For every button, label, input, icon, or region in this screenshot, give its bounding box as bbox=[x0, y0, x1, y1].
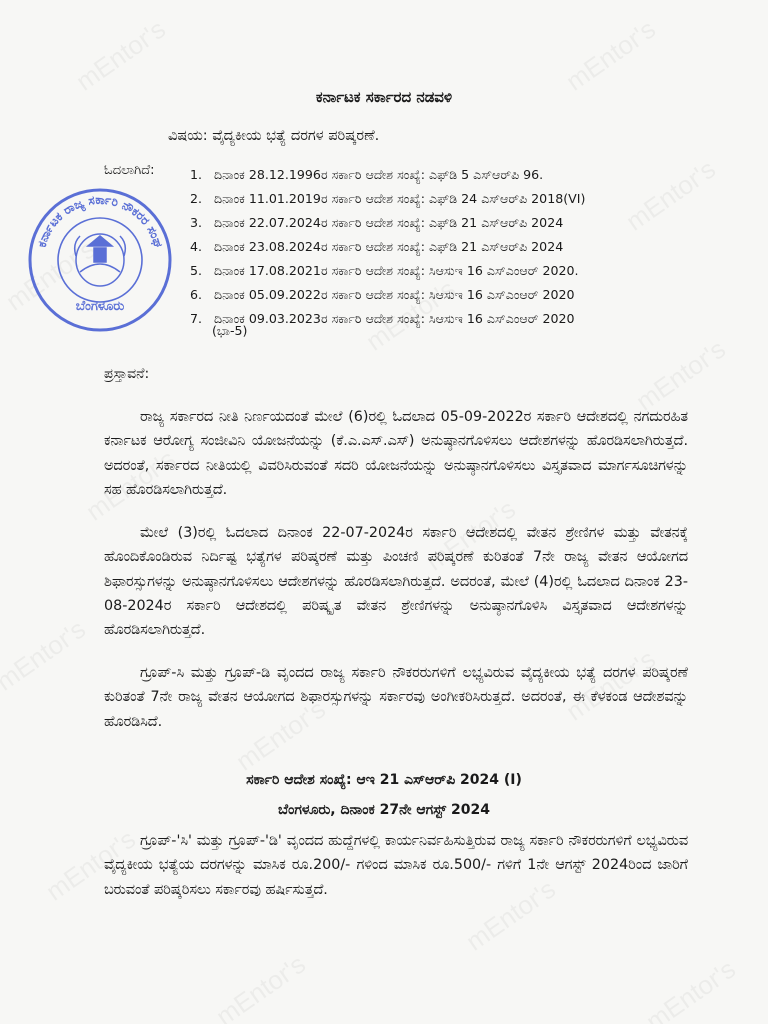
order-paragraph: ಗ್ರೂಪ್-'ಸಿ' ಮತ್ತು ಗ್ರೂಪ್-'ಡಿ' ವೃಂದದ ಹುದ್ದೆಗಳಲ್ಲಿ ಕಾರ್ಯನಿರ್ವಹಿಸುತ್ತಿರುವ ರಾಜ್ಯ ಸರ್ಕಾರಿ ನೌಕರರುಗಳಿಗೆ ಲಭ್ಯವಿರುವ ವೈದ್ಯಕೀಯ ಭತ್ಯೆಯ ದರಗಳನ್ನು ಮಾಸಿಕ ರೂ.200/- ಗಳಿಂದ ಮಾಸಿಕ ರೂ.500/- ಗಳಿಗೆ 1ನೇ ಆಗಸ್ಟ್ 2024ರಿಂದ ಜಾರಿಗೆ ಬರುವಂತೆ ಪರಿಷ್ಕರಿಸಲು ಸರ್ಕಾರವು ಹರ್ಷಿಸುತ್ತದೆ. bbox=[104, 833, 688, 898]
preamble-paragraph: ಗ್ರೂಪ್-ಸಿ ಮತ್ತು ಗ್ರೂಪ್-ಡಿ ವೃಂದದ ರಾಜ್ಯ ಸರ್ಕಾರಿ ನೌಕರರುಗಳಿಗೆ ಲಭ್ಯವಿರುವ ವೈದ್ಯಕೀಯ ಭತ್ಯೆ ದರಗಳ ಪರಿಷ್ಕರಣೆ ಕುರಿತಂತೆ 7ನೇ ರಾಜ್ಯ ವೇತನ ಆಯೋಗದ ಶಿಫಾರಸ್ಸುಗಳನ್ನು ಸರ್ಕಾರವು ಅಂಗೀಕರಿಸಿರುತ್ತದೆ. ಅದರಂತೆ, ಈ ಕೆಳಕಂಡ ಆದೇಶವನ್ನು ಹೊರಡಿಸಿದೆ. bbox=[104, 665, 688, 730]
preamble-paragraph: ಮೇಲೆ (3)ರಲ್ಲಿ ಓದಲಾದ ದಿನಾಂಕ 22-07-2024ರ ಸರ್ಕಾರಿ ಆದೇಶದಲ್ಲಿ ವೇತನ ಶ್ರೇಣಿಗಳ ಮತ್ತು ವೇತನಕ್ಕೆ ಹೊಂದಿಕೊಂಡಿರುವ ನಿರ್ದಿಷ್ಟ ಭತ್ಯೆಗಳ ಪರಿಷ್ಕರಣೆ ಮತ್ತು ಪಿಂಚಣಿ ಪರಿಷ್ಕರಣೆ ಕುರಿತಂತೆ 7ನೇ ರಾಜ್ಯ ವೇತನ ಆಯೋಗದ ಶಿಫಾರಸ್ಸುಗಳನ್ನು ಅನುಷ್ಠಾನಗೊಳಿಸಲು ಆದೇಶಗಳನ್ನು ಹೊರಡಿಸಲಾಗಿರುತ್ತದೆ. ಅದರಂತೆ, ಮೇಲೆ (4)ರಲ್ಲಿ ಓದಲಾದ ದಿನಾಂಕ 23-08-2024ರ ಸರ್ಕಾರಿ ಆದೇಶದಲ್ಲಿ ಪರಿಷ್ಕೃತ ವೇತನ ಶ್ರೇಣಿಗಳನ್ನು ಅನುಷ್ಠಾನಗೊಳಿಸಿ ವಿಸ್ತೃತವಾದ ಆದೇಶಗಳನ್ನು ಹೊರಡಿಸಲಾಗಿರುತ್ತದೆ. bbox=[104, 525, 688, 639]
reference-text: ದಿನಾಂಕ 05.09.2022ರ ಸರ್ಕಾರಿ ಆದೇಶ ಸಂಖ್ಯೆ: ಸಿಆಸುಇ 16 ಎಸ್‌ಎಂಆರ್ 2020 bbox=[214, 287, 575, 302]
reference-item bbox=[190, 163, 730, 187]
reference-text: ದಿನಾಂಕ 28.12.1996ರ ಸರ್ಕಾರಿ ಆದೇಶ ಸಂಖ್ಯೆ: ಎಫ್‌ಡಿ 5 ಎಸ್‌ಆರ್‌ಪಿ 96. bbox=[214, 167, 544, 182]
seal-text-bottom: ಬೆಂಗಳೂರು bbox=[75, 299, 125, 314]
references-label: ಓದಲಾಗಿದೆ: bbox=[104, 163, 155, 178]
references-list bbox=[190, 163, 730, 338]
reference-text: ದಿನಾಂಕ 17.08.2021ರ ಸರ್ಕಾರಿ ಆದೇಶ ಸಂಖ್ಯೆ: ಸಿಆಸುಇ 16 ಎಸ್‌ಎಂಆರ್ 2020. bbox=[214, 263, 579, 278]
reference-text: ದಿನಾಂಕ 23.08.2024ರ ಸರ್ಕಾರಿ ಆದೇಶ ಸಂಖ್ಯೆ: ಎಫ್‌ಡಿ 21 ಎಸ್‌ಆರ್‌ಪಿ 2024 bbox=[214, 239, 564, 254]
seal-emblem-icon bbox=[75, 234, 126, 286]
reference-text: ದಿನಾಂಕ 09.03.2023ರ ಸರ್ಕಾರಿ ಆದೇಶ ಸಂಖ್ಯೆ: ಸಿಆಸುಇ 16 ಎಸ್‌ಎಂಆರ್ 2020 bbox=[214, 311, 575, 326]
document-heading: ಕರ್ನಾಟಕ ಸರ್ಕಾರದ ನಡವಳಿ bbox=[315, 88, 453, 106]
reference-number: 7. bbox=[190, 311, 203, 326]
reference-item bbox=[190, 259, 730, 283]
preamble-paragraph: ರಾಜ್ಯ ಸರ್ಕಾರದ ನೀತಿ ನಿರ್ಣಯದಂತೆ ಮೇಲೆ (6)ರಲ್ಲಿ ಓದಲಾದ 05-09-2022ರ ಸರ್ಕಾರಿ ಆದೇಶದಲ್ಲಿ ನಗದುರಹಿತ ಕರ್ನಾಟಕ ಆರೋಗ್ಯ ಸಂಜೀವಿನಿ ಯೋಜನೆಯನ್ನು (ಕೆ.ಎ.ಎಸ್.ಎಸ್) ಅನುಷ್ಠಾನಗೊಳಿಸಲು ಆದೇಶಗಳನ್ನು ಹೊರಡಿಸಲಾಗಿರುತ್ತದೆ. ಅದರಂತೆ, ಸರ್ಕಾರದ ನೀತಿಯಲ್ಲಿ ವಿವರಿಸಿರುವಂತೆ ಸದರಿ ಯೋಜನೆಯನ್ನು ಅನುಷ್ಠಾನಗೊಳಿಸಲು ವಿಸ್ತೃತವಾದ ಮಾರ್ಗಸೂಚಿಗಳನ್ನು ಸಹ ಹೊರಡಿಸಲಾಗಿರುತ್ತದೆ. bbox=[104, 409, 688, 498]
reference-text: ದಿನಾಂಕ 11.01.2019ರ ಸರ್ಕಾರಿ ಆದೇಶ ಸಂಖ್ಯೆ: ಎಫ್‌ಡಿ 24 ಎಸ್‌ಆರ್‌ಪಿ 2018(VI) bbox=[214, 191, 586, 206]
preamble-heading: ಪ್ರಸ್ತಾವನೆ: bbox=[104, 366, 150, 382]
office-seal-stamp bbox=[24, 186, 176, 334]
reference-number: 1. bbox=[190, 167, 203, 182]
reference-item bbox=[190, 235, 730, 259]
seal-text-top: ಕರ್ನಾಟಕ ರಾಜ್ಯ ಸರ್ಕಾರಿ ನೌಕರರ ಸಂಘ bbox=[34, 192, 166, 249]
government-order-number: ಸರ್ಕಾರಿ ಆದೇಶ ಸಂಖ್ಯೆ: ಆಇ 21 ಎಸ್‌ಆರ್‌ಪಿ 2024 (I) bbox=[246, 772, 522, 788]
reference-item bbox=[190, 211, 730, 235]
reference-item bbox=[190, 283, 730, 307]
reference-number: 2. bbox=[190, 191, 203, 206]
reference-number: 4. bbox=[190, 239, 203, 254]
reference-number: 3. bbox=[190, 215, 203, 230]
reference-number: 6. bbox=[190, 287, 203, 302]
reference-item bbox=[190, 307, 730, 331]
reference-item bbox=[190, 187, 730, 211]
reference-text: ದಿನಾಂಕ 22.07.2024ರ ಸರ್ಕಾರಿ ಆದೇಶ ಸಂಖ್ಯೆ: ಎಫ್‌ಡಿ 21 ಎಸ್‌ಆರ್‌ಪಿ 2024 bbox=[214, 215, 564, 230]
document-subject: ವಿಷಯ: ವೈದ್ಯಕೀಯ ಭತ್ಯೆ ದರಗಳ ಪರಿಷ್ಕರಣೆ. bbox=[168, 128, 380, 144]
reference-continuation: (ಭಾ-5) bbox=[212, 323, 248, 338]
reference-number: 5. bbox=[190, 263, 203, 278]
order-place-date: ಬೆಂಗಳೂರು, ದಿನಾಂಕ 27ನೇ ಆಗಸ್ಟ್ 2024 bbox=[278, 802, 490, 818]
